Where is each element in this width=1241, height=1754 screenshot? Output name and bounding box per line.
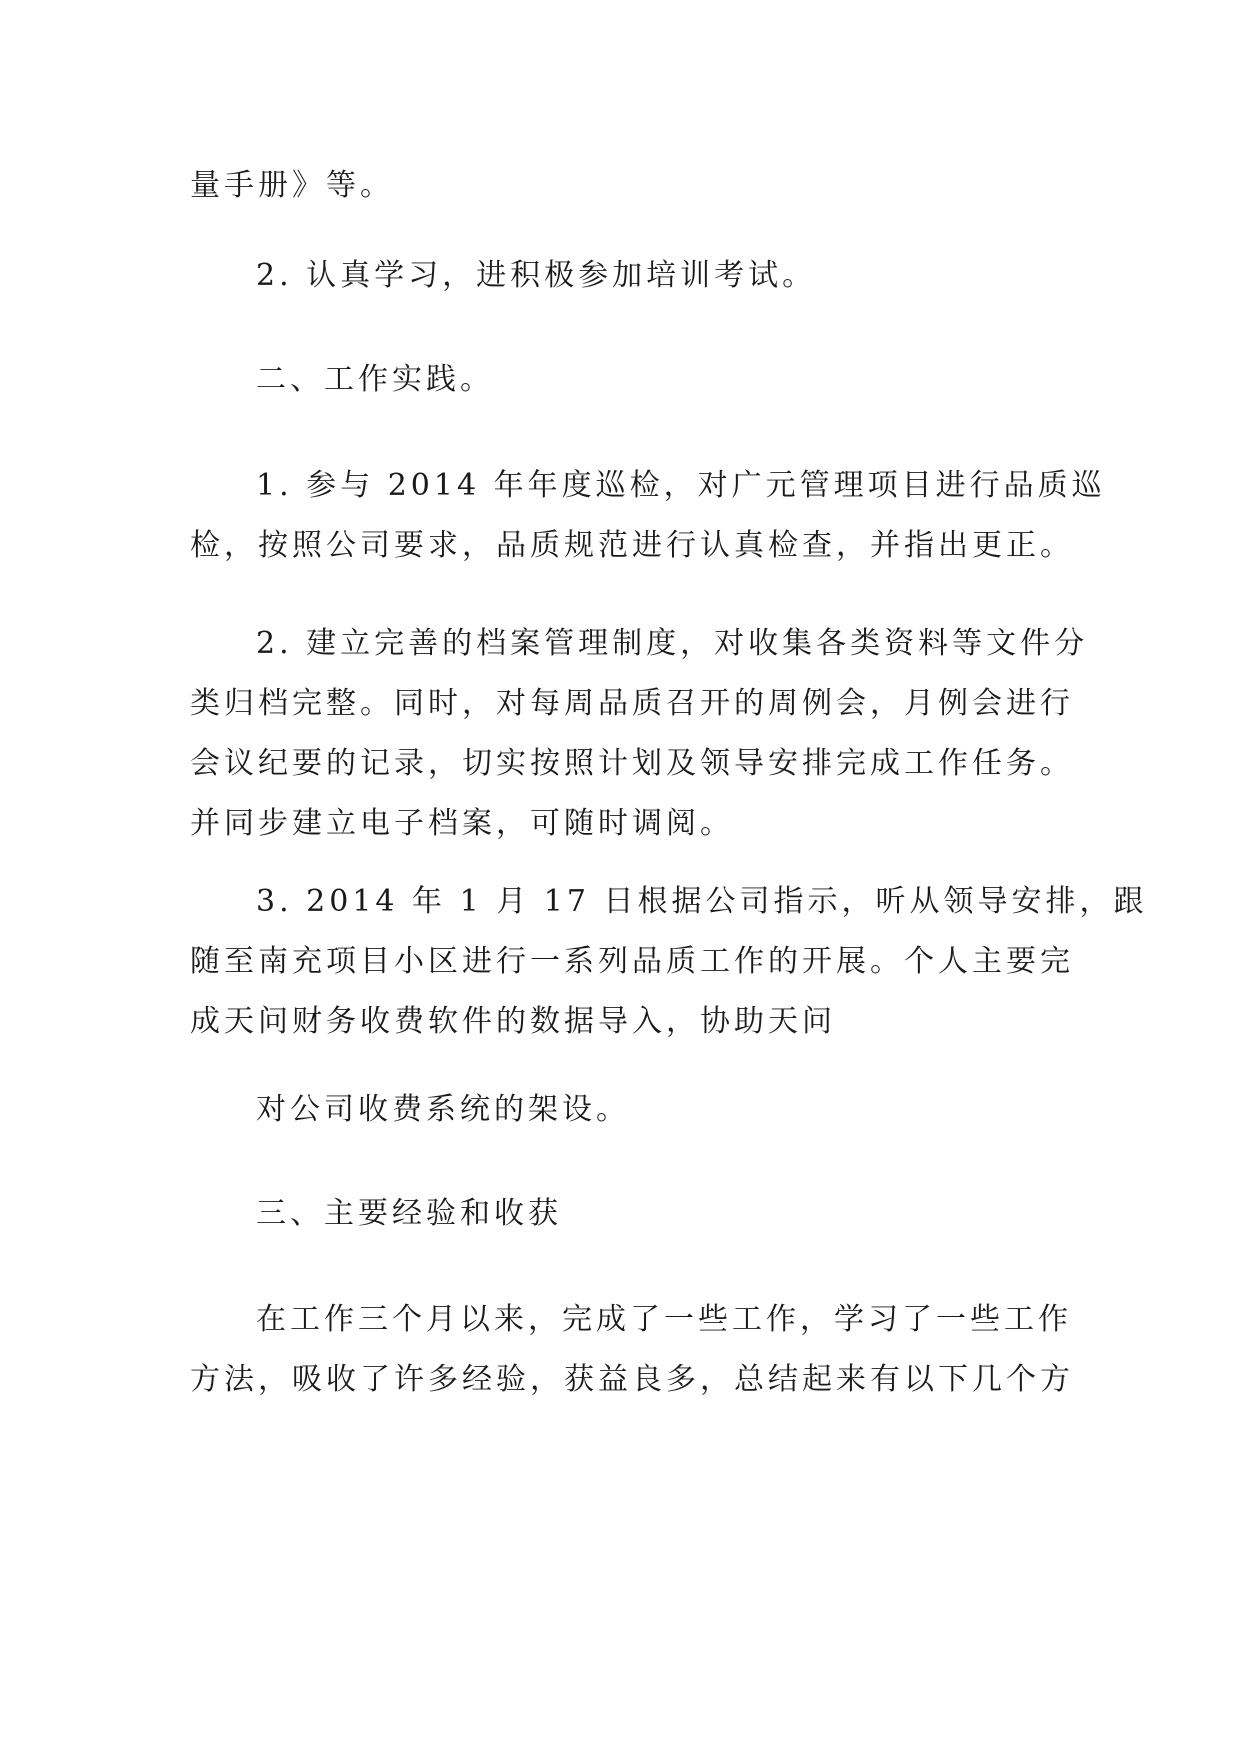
text-line: 量手册》等。 [190,168,394,203]
text-line: 三、主要经验和收获 [256,1196,562,1231]
text-line: 2. 认真学习，进积极参加培训考试。 [256,258,817,293]
text-line: 2. 建立完善的档案管理制度，对收集各类资料等文件分 [256,626,1089,661]
text-line: 1. 参与 2014 年年度巡检，对广元管理项目进行品质巡 [256,468,1106,503]
section-heading-work-practice [190,350,1060,410]
text-line: 二、工作实践。 [256,362,494,397]
paragraph-archive-management [190,614,1089,854]
text-line: 3. 2014 年 1 月 17 日根据公司指示，听从领导安排，跟 [256,884,1148,919]
paragraph-billing-system [190,1080,1060,1140]
text-line: 对公司收费系统的架设。 [256,1092,630,1127]
text-line: 随至南充项目小区进行一系列品质工作的开展。个人主要完 [190,944,1074,979]
paragraph-nanchong-project [190,872,1148,1052]
paragraph-annual-inspection [190,456,1106,576]
text-line: 成天问财务收费软件的数据导入，协助天问 [190,1004,836,1039]
text-line: 并同步建立电子档案，可随时调阅。 [190,806,734,841]
text-line: 检，按照公司要求，品质规范进行认真检查，并指出更正。 [190,528,1074,563]
text-line: 在工作三个月以来，完成了一些工作，学习了一些工作 [256,1302,1072,1337]
paragraph-quality-manual [190,156,1060,216]
text-line: 会议纪要的记录，切实按照计划及领导安排完成工作任务。 [190,746,1074,781]
paragraph-three-months-summary [190,1290,1074,1410]
text-line: 类归档完整。同时，对每周品质召开的周例会，月例会进行 [190,686,1074,721]
section-heading-experience [190,1184,1060,1244]
text-line: 方法，吸收了许多经验，获益良多，总结起来有以下几个方 [190,1362,1074,1397]
paragraph-study [190,246,1060,306]
